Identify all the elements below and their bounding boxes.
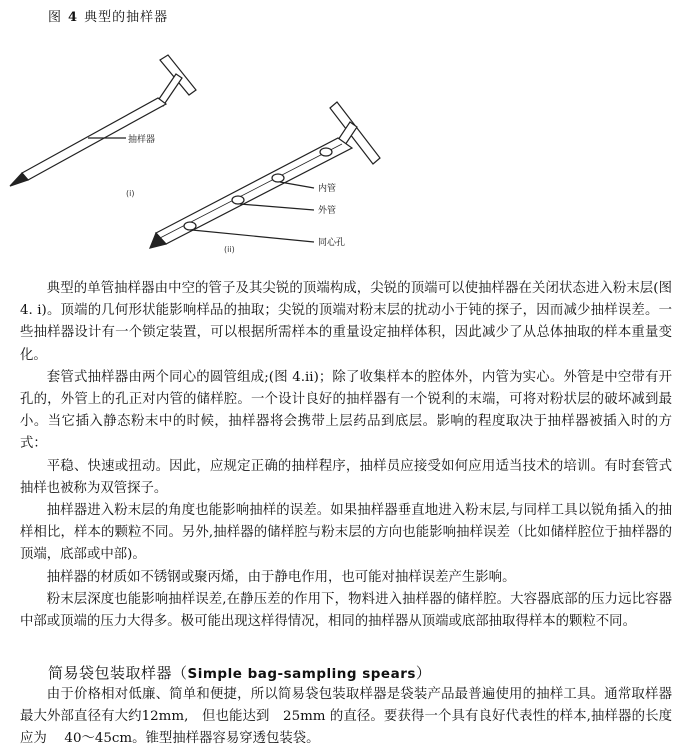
paragraph: 典型的单管抽样器由中空的管子及其尖锐的顶端构成，尖锐的顶端可以使抽样器在关闭状态进入粉末层(图 4. i)。顶端的几何形状能影响样品的抽取；尖锐的顶端对粉末层的扰动小于钝的探子，因而减少抽样误差。一些抽样器设计有一个锁定装置，可以根据所需样本的重量设定抽样体积，因此减少了从总体抽取的样本重量变化。 <box>20 281 672 363</box>
concentric-hole <box>320 148 332 156</box>
section-title-cn: 简易袋包装取样器（ <box>48 664 188 682</box>
outer-tube-leader <box>240 204 314 210</box>
concentric-hole-leader <box>192 230 314 242</box>
paragraph: 平稳、快速或扭动。因此，应规定正确的抽样程序，抽样员应接受如何应用适当技术的培训。有时套管式抽样也被称为双管探子。 <box>20 458 672 496</box>
inner-tube-label: 内管 <box>318 184 337 194</box>
figure-caption <box>48 6 168 25</box>
body-text <box>20 278 672 633</box>
section-title-en: Simple bag-sampling spears <box>187 666 416 682</box>
paragraph: 粉末层深度也能影响抽样误差,在静压差的作用下，物料进入抽样器的储样腔。大容器底部的压力远比容器中部或顶端的压力大得多。极可能出现这样得情况，相同的抽样器从顶端或底部抽取得样本的颗粒不同。 <box>20 591 672 630</box>
outer-tube-label: 外管 <box>318 206 337 216</box>
paragraph: 由于价格相对低廉、简单和便捷，所以简易袋包装取样器是袋装产品最普遍使用的抽样工具。通常取样器最大外部直径有大约12mm, 但也能达到 25mm 的直径。要获得一个具有良好代表性的样本,抽样器的长度应为 40～45cm。锥型抽样器容易穿透包装袋。 <box>20 687 672 747</box>
sampler-illustration <box>0 30 691 265</box>
subfigure-ii-label: (ii) <box>224 245 235 254</box>
section-heading <box>48 662 431 683</box>
concentric-hole <box>184 222 196 230</box>
section-title-close: ） <box>415 664 432 682</box>
paragraph: 套管式抽样器由两个同心的圆管组成;(图 4.ii)；除了收集样本的腔体外，内管为实心。外管是中空带有开孔的，外管上的孔正对内管的储样腔。一个设计良好的抽样器有一个锐利的末端，可将对粉状层的破坏减到最小。当它插入静态粉末中的时候，抽样器将会携带上层药品到底层。影响的程度取决于抽样器被插入时的方式： <box>20 369 672 452</box>
paragraph: 抽样器进入粉末层的角度也能影响抽样的误差。如果抽样器垂直地进入粉末层,与同样工具以锐角插入的抽样相比，样本的颗粒不同。另外,抽样器的储样腔与粉末层的方向也能影响抽样误差（比如储样腔位于抽样器的顶端，底部或中部)。 <box>20 503 672 563</box>
subfigure-i-label: (i) <box>126 189 135 198</box>
sampler-figure <box>0 30 691 265</box>
inner-tube-leader <box>280 182 314 188</box>
figure-caption-number: 4 <box>68 10 79 25</box>
concentric-hole <box>272 174 284 182</box>
figure-caption-title: 典型的抽样器 <box>84 10 169 25</box>
section-body-text <box>20 684 672 751</box>
concentric-hole <box>232 196 244 204</box>
figure-caption-prefix: 图 <box>48 10 63 25</box>
single-tube-sampler <box>10 55 196 186</box>
concentric-hole-label: 同心孔 <box>318 238 346 248</box>
concentric-tube-sampler <box>150 102 380 248</box>
sampler-label: 抽样器 <box>128 135 156 145</box>
paragraph: 抽样器的材质如不锈钢或聚丙烯，由于静电作用，也可能对抽样误差产生影响。 <box>46 569 516 585</box>
